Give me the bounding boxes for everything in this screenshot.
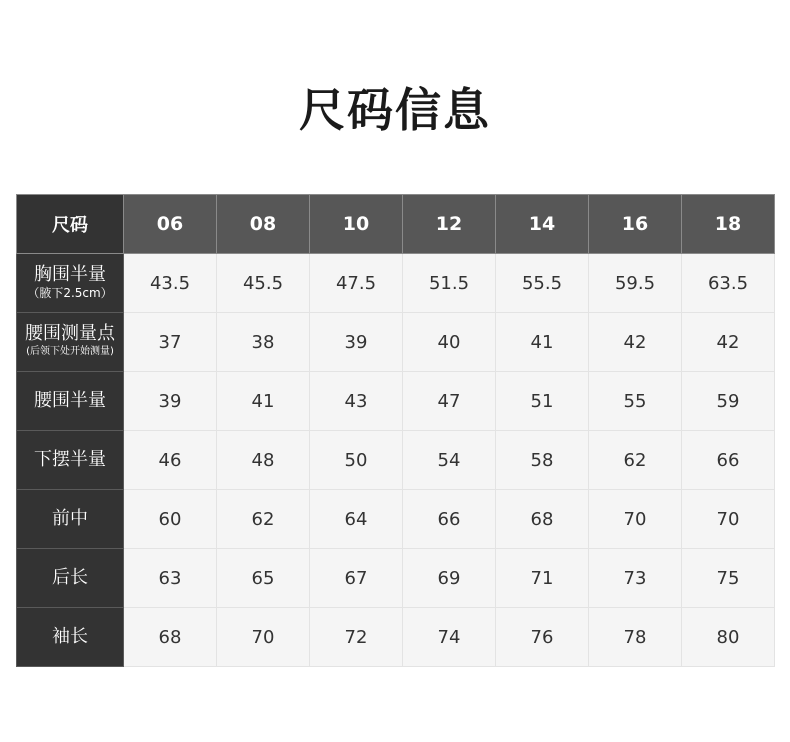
row-sublabel: （腋下2.5cm） [27,286,113,300]
table-row [17,608,775,667]
table-cell: 42 [682,313,775,372]
row-label [17,254,124,313]
row-sublabel: (后领下处开始测量) [26,346,114,357]
size-header: 08 [217,195,310,254]
size-header: 18 [682,195,775,254]
table-cell: 72 [310,608,403,667]
table-cell: 78 [589,608,682,667]
table-cell: 68 [124,608,217,667]
table-row [17,549,775,608]
table-cell: 80 [682,608,775,667]
table-cell: 38 [217,313,310,372]
table-cell: 37 [124,313,217,372]
page-title: 尺码信息 [299,83,491,137]
table-cell: 65 [217,549,310,608]
table-cell: 54 [403,431,496,490]
size-header: 14 [496,195,589,254]
table-cell: 66 [682,431,775,490]
table-cell: 64 [310,490,403,549]
table-cell: 76 [496,608,589,667]
table-cell: 51.5 [403,254,496,313]
row-label: 腰围半量 [17,372,124,431]
size-header: 06 [124,195,217,254]
row-label: 前中 [17,490,124,549]
table-cell: 68 [496,490,589,549]
table-row [17,431,775,490]
row-label-text: 胸围半量 [34,264,106,285]
header-row [17,195,775,254]
table-cell: 41 [496,313,589,372]
table-cell: 66 [403,490,496,549]
table-cell: 45.5 [217,254,310,313]
table-cell: 43 [310,372,403,431]
table-cell: 41 [217,372,310,431]
table-cell: 70 [589,490,682,549]
table-cell: 47 [403,372,496,431]
table-cell: 47.5 [310,254,403,313]
table-cell: 63.5 [682,254,775,313]
table-cell: 40 [403,313,496,372]
corner-label: 尺码 [17,195,124,254]
table-cell: 48 [217,431,310,490]
table-cell: 63 [124,549,217,608]
table-cell: 50 [310,431,403,490]
table-cell: 42 [589,313,682,372]
table-cell: 46 [124,431,217,490]
size-header: 12 [403,195,496,254]
table-cell: 70 [682,490,775,549]
size-header: 16 [589,195,682,254]
table-cell: 75 [682,549,775,608]
size-table [16,194,775,667]
table-row [17,313,775,372]
table-cell: 74 [403,608,496,667]
row-label: 后长 [17,549,124,608]
table-row [17,372,775,431]
table-cell: 70 [217,608,310,667]
table-cell: 62 [217,490,310,549]
row-label: 下摆半量 [17,431,124,490]
table-cell: 67 [310,549,403,608]
table-cell: 69 [403,549,496,608]
row-label-text: 腰围测量点 [25,323,115,344]
table-cell: 39 [124,372,217,431]
table-cell: 39 [310,313,403,372]
table-cell: 60 [124,490,217,549]
table-cell: 51 [496,372,589,431]
size-header: 10 [310,195,403,254]
table-row [17,490,775,549]
table-cell: 62 [589,431,682,490]
row-label [17,313,124,372]
table-cell: 58 [496,431,589,490]
table-cell: 71 [496,549,589,608]
row-label: 袖长 [17,608,124,667]
table-cell: 73 [589,549,682,608]
table-cell: 59.5 [589,254,682,313]
table-cell: 43.5 [124,254,217,313]
table-cell: 55 [589,372,682,431]
table-cell: 55.5 [496,254,589,313]
table-cell: 59 [682,372,775,431]
table-row [17,254,775,313]
